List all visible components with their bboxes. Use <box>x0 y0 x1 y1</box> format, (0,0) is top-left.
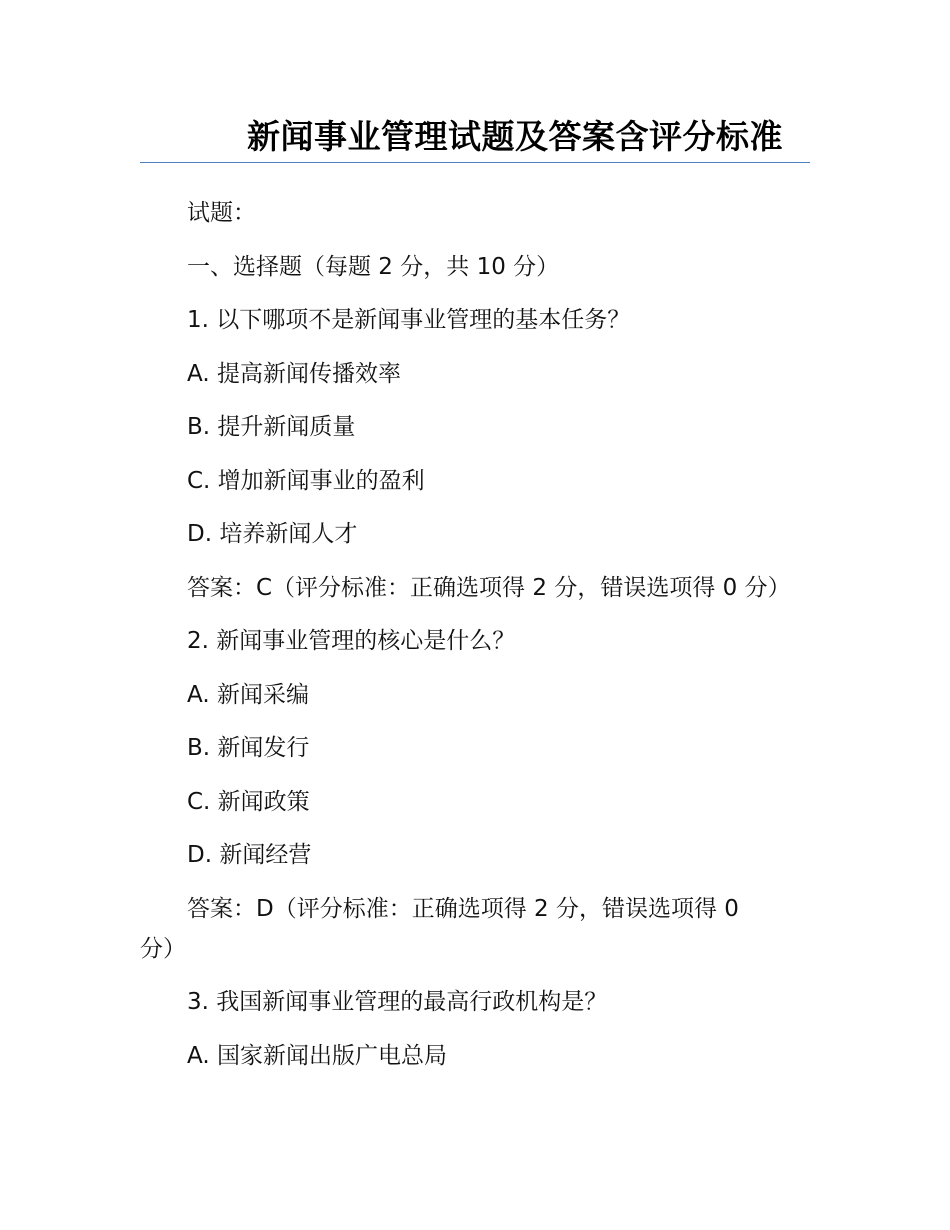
title-underline-rule <box>140 162 810 163</box>
question-3: 3. 我国新闻事业管理的最高行政机构是？ <box>187 989 608 1015</box>
question-1-option-b: B. 提升新闻质量 <box>187 414 356 440</box>
question-1-answer: 答案：C（评分标准：正确选项得 2 分，错误选项得 0 分） <box>187 574 791 601</box>
question-2-option-b: B. 新闻发行 <box>187 735 310 761</box>
document-body <box>140 193 791 1089</box>
question-2: 2. 新闻事业管理的核心是什么？ <box>187 628 516 654</box>
section-heading: 一、选择题（每题 2 分，共 10 分） <box>187 253 560 280</box>
question-2-option-c: C. 新闻政策 <box>187 788 310 815</box>
question-2-option-a: A. 新闻采编 <box>187 681 309 708</box>
section-label: 试题： <box>187 200 256 226</box>
question-1: 1. 以下哪项不是新闻事业管理的基本任务？ <box>187 307 631 333</box>
question-1-option-d: D. 培养新闻人才 <box>187 521 358 547</box>
question-1-option-c: C. 增加新闻事业的盈利 <box>187 467 425 494</box>
document-title: 新闻事业管理试题及答案含评分标准 <box>247 117 783 156</box>
question-3-option-a: A. 国家新闻出版广电总局 <box>187 1042 447 1069</box>
question-1-option-a: A. 提高新闻传播效率 <box>187 360 401 387</box>
question-2-answer: 答案：D（评分标准：正确选项得 2 分，错误选项得 0 分） <box>140 895 739 962</box>
question-2-option-d: D. 新闻经营 <box>187 842 312 868</box>
